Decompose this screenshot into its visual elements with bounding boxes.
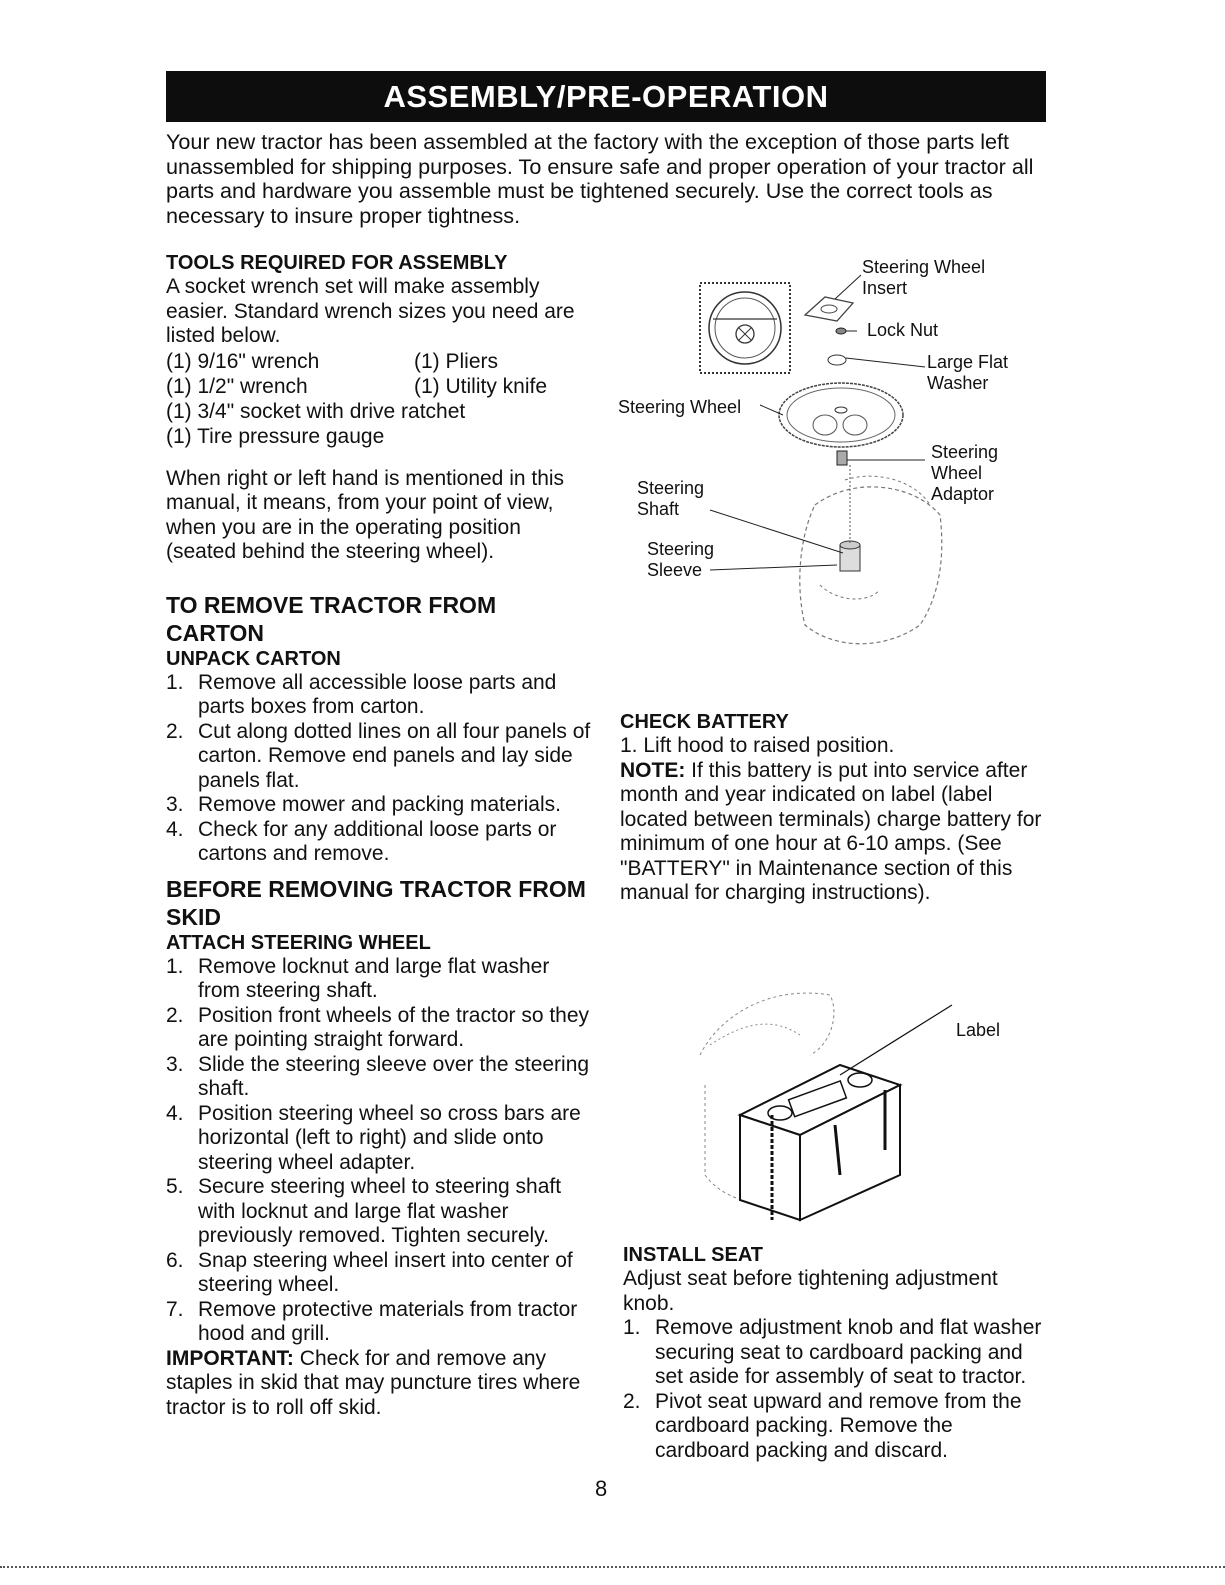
list-item (166, 720, 596, 794)
step-text: Remove adjustment knob and flat washer securing seat to cardboard packing and set aside for assembly of seat to tractor. (655, 1316, 1042, 1388)
attach-steps (166, 955, 596, 1347)
lock-nut-illustration (836, 328, 857, 334)
intro-paragraph: Your new tractor has been assembled at the factory with the exception of those parts left unassembled for shipping purposes. To ensure safe and proper operation of your tractor all parts and hardware you assemble must be tightened securely. Use the correct tools as necessary to insure proper tightness. (166, 129, 1034, 228)
list-item (166, 1175, 596, 1249)
left-column (166, 251, 596, 1420)
shaft-label: Steering Shaft (637, 478, 705, 519)
note-text: If this battery is put into service after month and year indicated on label (label located between terminals) charge battery for minimum of one hour at 6-10 amps. (See "BATTERY" in Maintenance section of this manual for charging instructions). (620, 758, 1042, 904)
page-number: 8 (595, 1476, 608, 1501)
tool-item: (1) 9/16" wrench (166, 349, 320, 373)
seat-text: Adjust seat before tightening adjustment knob. (623, 1267, 998, 1315)
seat-steps (623, 1316, 1053, 1463)
list-item (166, 955, 596, 1004)
step-number: 2. (166, 719, 184, 743)
tools-list (166, 349, 596, 449)
tool-item: (1) Utility knife (414, 374, 548, 398)
step-text: Secure steering wheel to steering shaft with locknut and large flat washer previously removed. Tighten securely. (198, 1175, 562, 1247)
tool-item: (1) 3/4" socket with drive ratchet (166, 399, 466, 423)
before-heading: BEFORE REMOVING TRACTOR FROM SKID (166, 875, 586, 930)
tools-row (166, 349, 596, 374)
tools-row (166, 399, 596, 424)
step-number: 7. (166, 1297, 184, 1321)
tool-item: (1) Tire pressure gauge (166, 424, 385, 448)
attach-subheading: ATTACH STEERING WHEEL (166, 931, 431, 954)
hand-note: When right or left hand is mentioned in this manual, it means, from your point of view, when you are in the operating position (seated behind the steering wheel). (166, 466, 565, 563)
list-item (166, 671, 596, 720)
remove-heading: TO REMOVE TRACTOR FROM CARTON (166, 591, 497, 646)
battery-heading: CHECK BATTERY (620, 711, 789, 733)
page-title-banner: ASSEMBLY/PRE-OPERATION (166, 71, 1046, 122)
tools-intro: A socket wrench set will make assembly easier. Standard wrench sizes you need are listed below. (166, 275, 575, 347)
sleeve-label: Steering Sleeve (647, 539, 715, 580)
step-text: Remove all accessible loose parts and parts boxes from carton. (198, 670, 557, 718)
step-number: 4. (166, 817, 184, 841)
step-text: Check for any additional loose parts or cartons and remove. (198, 817, 557, 865)
step-number: 5. (166, 1175, 184, 1198)
steering-wheel-label: Steering Wheel (618, 397, 742, 417)
step-number: 2. (623, 1389, 641, 1413)
step-number: 3. (166, 793, 184, 816)
step-text: Pivot seat upward and remove from the cardboard packing. Remove the cardboard packing and discard. (655, 1389, 1022, 1462)
step-text: Remove locknut and large flat washer from steering shaft. (198, 954, 550, 1002)
important-note (166, 1347, 596, 1421)
battery-note (620, 759, 1050, 906)
list-item (166, 1102, 596, 1176)
tools-row (166, 374, 596, 399)
tools-heading: TOOLS REQUIRED FOR ASSEMBLY (166, 252, 508, 274)
unpack-subheading: UNPACK CARTON (166, 647, 341, 670)
step-number: 4. (166, 1101, 184, 1125)
list-item (166, 818, 596, 867)
seat-heading: INSTALL SEAT (623, 1244, 763, 1266)
tools-row (166, 424, 596, 449)
list-item (166, 793, 596, 818)
insert-illustration (805, 275, 861, 321)
step-text: Position front wheels of the tractor so they are pointing straight forward. (198, 1003, 590, 1051)
list-item (623, 1316, 1053, 1390)
battery-illustration (740, 1005, 952, 1220)
battery-figure (680, 975, 1020, 1235)
list-item (166, 1298, 596, 1347)
list-item (623, 1390, 1053, 1464)
list-item (166, 1249, 596, 1298)
step-number: 3. (166, 1052, 184, 1076)
step-text: Snap steering wheel insert into center of steering wheel. (198, 1248, 573, 1296)
battery-label-callout: Label (956, 1020, 1001, 1040)
tool-item: (1) Pliers (414, 349, 499, 373)
unpack-steps (166, 671, 596, 867)
step-number: 1. (623, 1316, 641, 1339)
battery-step-1: 1. Lift hood to raised position. (620, 734, 895, 757)
step-number: 1. (166, 954, 184, 978)
step-number: 2. (166, 1003, 184, 1027)
important-label: IMPORTANT: (166, 1346, 294, 1370)
dashboard-illustration (710, 465, 942, 644)
step-text: Remove mower and packing materials. (198, 793, 561, 816)
tool-item: (1) 1/2" wrench (166, 374, 308, 398)
washer-label: Large Flat Washer (927, 352, 1009, 393)
step-text: Cut along dotted lines on all four panels of carton. Remove end panels and lay side panels flat. (198, 719, 591, 792)
bottom-divider (0, 1566, 1225, 1568)
steering-wheel-inset-illustration (700, 283, 790, 373)
important-text: Check for and remove any staples in skid that may puncture tires where tractor is to roll off skid. (166, 1346, 581, 1419)
step-number: 6. (166, 1248, 184, 1272)
adaptor-illustration (837, 451, 925, 465)
right-column (620, 710, 1050, 906)
step-text: Position steering wheel so cross bars are horizontal (left to right) and slide onto steering wheel adapter. (198, 1101, 581, 1174)
step-number: 1. (166, 670, 184, 694)
step-text: Slide the steering sleeve over the steering shaft. (198, 1052, 590, 1100)
adaptor-label: Steering Wheel Adaptor (931, 442, 999, 504)
note-label: NOTE: (620, 758, 686, 782)
insert-label: Steering Wheel Insert (862, 257, 986, 298)
step-text: Remove protective materials from tractor hood and grill. (198, 1297, 578, 1345)
washer-illustration (828, 355, 925, 367)
list-item (166, 1053, 596, 1102)
install-seat-section (623, 1243, 1053, 1463)
steering-wheel-illustration (760, 383, 903, 447)
list-item (166, 1004, 596, 1053)
lock-nut-label: Lock Nut (867, 320, 939, 340)
